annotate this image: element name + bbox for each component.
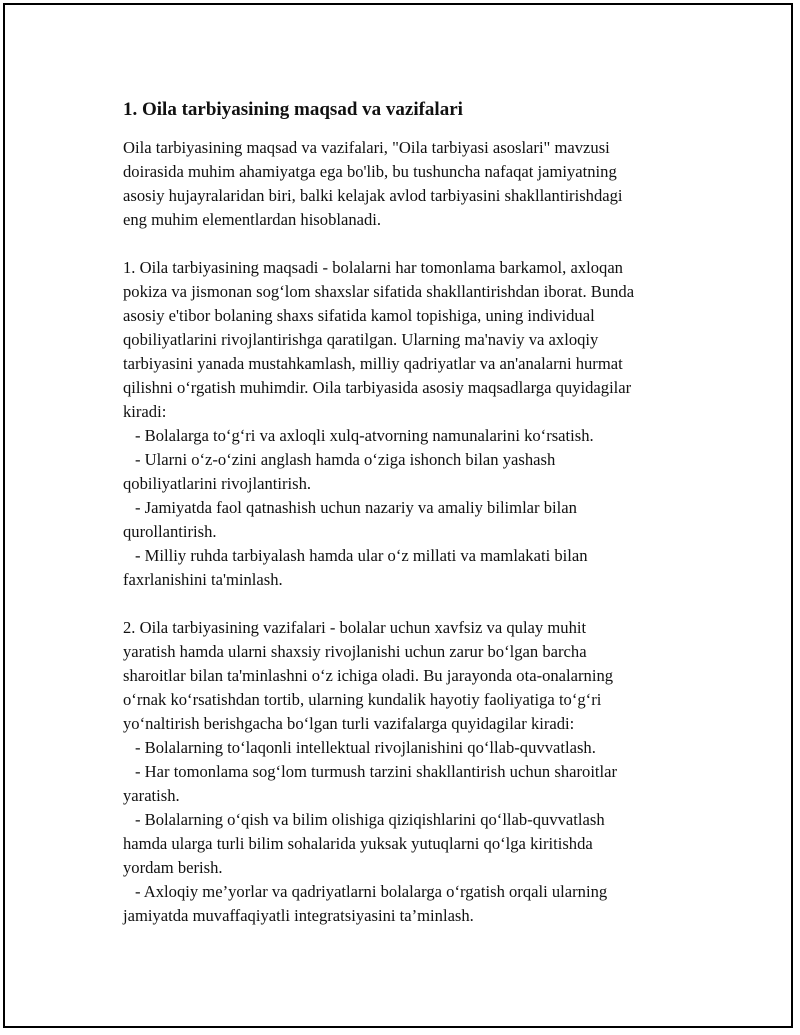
- bullet-continuation: qobiliyatlarini rivojlantirish.: [123, 474, 312, 493]
- bullet-continuation: jamiyatda muvaffaqiyatli integratsiyasini ta’minlash.: [123, 906, 474, 925]
- section-1-line: 1. Oila tarbiyasining maqsadi - bolalarni har tomonlama barkamol, axloqan: [123, 258, 623, 277]
- spacer: [123, 592, 683, 616]
- section-1-line: tarbiyasini yanada mustahkamlash, milliy qadriyatlar va an'analarni hurmat: [123, 354, 623, 373]
- bullet-item: - Bolalarga to‘g‘ri va axloqli xulq-atvorning namunalarini ko‘rsatish.: [135, 426, 594, 445]
- section-2-line: yo‘naltirish berishgacha bo‘lgan turli vazifalarga quyidagilar kiradi:: [123, 714, 575, 733]
- section-1: [123, 256, 683, 592]
- bullet-continuation: hamda ularga turli bilim sohalarida yuksak yutuqlarni qo‘lga kiritishda: [123, 834, 593, 853]
- spacer: [123, 123, 683, 136]
- document-title: 1. Oila tarbiyasining maqsad va vazifalari: [123, 99, 463, 120]
- section-1-line: qobiliyatlarini rivojlantirishga qaratilgan. Ularning ma'naviy va axloqiy: [123, 330, 599, 349]
- document-body: [123, 97, 683, 928]
- section-1-line: kiradi:: [123, 402, 167, 421]
- page-frame: [3, 3, 793, 1028]
- bullet-continuation: yaratish.: [123, 786, 180, 805]
- section-1-line: qilishni o‘rgatish muhimdir. Oila tarbiyasida asosiy maqsadlarga quyidagilar: [123, 378, 632, 397]
- section-2-line: yaratish hamda ularni shaxsiy rivojlanishi uchun zarur bo‘lgan barcha: [123, 642, 587, 661]
- section-2: [123, 616, 683, 928]
- bullet-item: - Axloqiy me’yorlar va qadriyatlarni bolalarga o‘rgatish orqali ularning: [135, 882, 608, 901]
- section-1-line: asosiy e'tibor bolaning shaxs sifatida kamol topishiga, uning individual: [123, 306, 595, 325]
- section-2-line: sharoitlar bilan ta'minlashni o‘z ichiga oladi. Bu jarayonda ota-onalarning: [123, 666, 614, 685]
- bullet-item: - Jamiyatda faol qatnashish uchun nazariy va amaliy bilimlar bilan: [135, 498, 577, 517]
- spacer: [123, 232, 683, 256]
- section-2-bullets: [123, 736, 683, 928]
- bullet-item: - Bolalarning o‘qish va bilim olishiga qiziqishlarini qo‘llab-quvvatlash: [135, 810, 605, 829]
- bullet-item: - Har tomonlama sog‘lom turmush tarzini shakllantirish uchun sharoitlar: [135, 762, 618, 781]
- section-1-bullets: [123, 424, 683, 592]
- section-2-line: 2. Oila tarbiyasining vazifalari - bolalar uchun xavfsiz va qulay muhit: [123, 618, 587, 637]
- bullet-item: - Milliy ruhda tarbiyalash hamda ular o‘z millati va mamlakati bilan: [135, 546, 588, 565]
- bullet-continuation: qurollantirish.: [123, 522, 217, 541]
- section-1-line: pokiza va jismonan sog‘lom shaxslar sifatida shakllantirishdan iborat. Bunda: [123, 282, 635, 301]
- intro-line: doirasida muhim ahamiyatga ega bo'lib, bu tushuncha nafaqat jamiyatning: [123, 162, 617, 181]
- section-2-line: o‘rnak ko‘rsatishdan tortib, ularning kundalik hayotiy faoliyatiga to‘g‘ri: [123, 690, 602, 709]
- bullet-item: - Bolalarning to‘laqonli intellektual rivojlanishini qo‘llab-quvvatlash.: [135, 738, 596, 757]
- intro-line: asosiy hujayralaridan biri, balki kelajak avlod tarbiyasini shakllantirishdagi: [123, 186, 623, 205]
- bullet-continuation: faxrlanishini ta'minlash.: [123, 570, 283, 589]
- intro-line: eng muhim elementlardan hisoblanadi.: [123, 210, 382, 229]
- bullet-item: - Ularni o‘z-o‘zini anglash hamda o‘ziga ishonch bilan yashash: [135, 450, 556, 469]
- bullet-continuation: yordam berish.: [123, 858, 223, 877]
- intro-line: Oila tarbiyasining maqsad va vazifalari, "Oila tarbiyasi asoslari" mavzusi: [123, 138, 610, 157]
- intro-paragraph: [123, 136, 683, 232]
